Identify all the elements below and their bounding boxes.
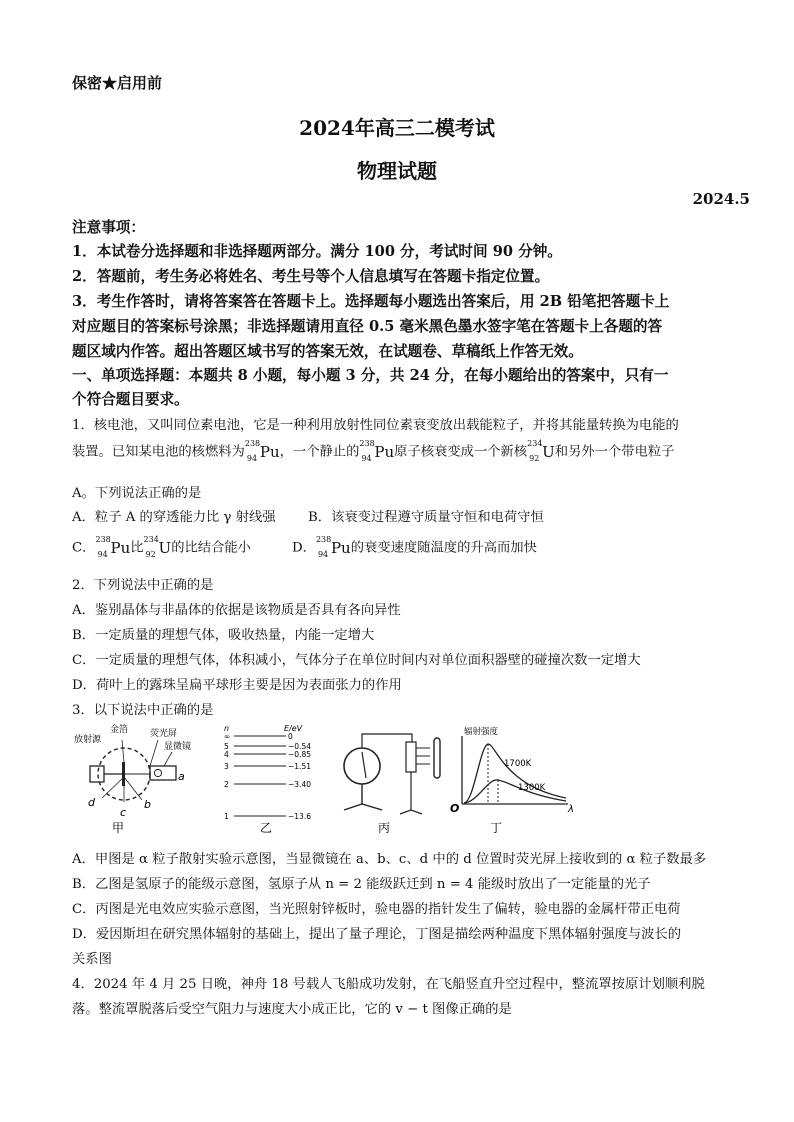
q1-line3: A。下列说法正确的是 — [72, 486, 202, 501]
caption-ding: 丁 — [490, 821, 503, 834]
q3-stem: 3．以下说法中正确的是 — [72, 703, 214, 718]
energy-level-n: 3 — [224, 762, 229, 771]
energy-level-n: 1 — [224, 812, 229, 821]
notice-item: 1．本试卷分选择题和非选择题两部分。满分 100 分，考试时间 90 分钟。 — [72, 243, 562, 260]
figure-energy-levels — [222, 722, 332, 834]
energy-level-e: −0.54 — [288, 742, 311, 751]
label-intensity: 辐射强度 — [464, 727, 499, 737]
subject-title: 物理试题 — [357, 159, 437, 183]
q1-option-d: D． 238 94 Pu的衰变速度随温度的升高而加快 — [292, 535, 537, 559]
q1-line1: 1．核电池，又叫同位素电池，它是一种利用放射性同位素衰变放出载能粒子，并将其能量转换为电能的 — [72, 418, 679, 433]
exam-title: 2024年高三二模考试 — [299, 116, 495, 140]
q4-line1: 4．2024 年 4 月 25 日晚，神舟 18 号载人飞船成功发射，在飞船竖直升空过程中，整流罩按原计划顺利脱 — [72, 977, 705, 992]
q3-option-b: B．乙图是氢原子的能级示意图，氢原子从 n = 2 能级跃迁到 n = 4 能级时放出了一定能量的光子 — [72, 877, 651, 892]
q3-option-d-cont: 关系图 — [72, 952, 112, 967]
q1-option-c: C． 238 94 Pu比 234 92 U的比结合能小 — [72, 535, 251, 559]
label-a: a — [178, 770, 185, 783]
label-foil: 金箔 — [110, 725, 129, 735]
label-lambda: λ — [568, 804, 574, 815]
energy-level-n: 5 — [224, 742, 229, 751]
exam-date: 2024.5 — [692, 190, 750, 208]
q1-option-a: A．粒子 A 的穿透能力比 γ 射线强 — [72, 510, 276, 525]
energy-level-e: 0 — [288, 732, 293, 741]
label-1300k: 1300K — [518, 783, 546, 793]
energy-level-e: −0.85 — [288, 750, 311, 759]
figure-alpha-scattering — [72, 722, 202, 834]
q3-option-a: A．甲图是 α 粒子散射实验示意图，当显微镜在 a、b、c、d 中的 d 位置时荧光屏上接收到的 α 粒子数最多 — [72, 852, 707, 867]
q2-option-d: D．荷叶上的露珠呈扁平球形主要是因为表面张力的作用 — [72, 678, 402, 693]
section-heading: 一、单项选择题：本题共 8 小题，每小题 3 分，共 24 分，在每小题给出的答案中，只有一 — [72, 367, 669, 384]
caption-bing: 丙 — [378, 821, 391, 834]
label-d: d — [88, 796, 95, 809]
q1-option-b: B．该衰变过程遵守质量守恒和电荷守恒 — [308, 510, 544, 525]
q3-option-d: D．爱因斯坦在研究黑体辐射的基础上，提出了量子理论，丁图是描绘两种温度下黑体辐射强度与波长的 — [72, 927, 682, 942]
label-scope: 显微镜 — [164, 742, 192, 752]
q2-option-a: A．鉴别晶体与非晶体的依据是该物质是否具有各向异性 — [72, 603, 401, 618]
q1-line2: 装置。已知某电池的核燃料为 238 94 Pu，一个静止的 238 94 Pu原子核衰变成一个新核 234 92 U和另外一个带电粒子 — [72, 439, 675, 463]
notice-item: 2．答题前，考生务必将姓名、考生号等个人信息填写在答题卡指定位置。 — [72, 268, 550, 285]
energy-level-n: 2 — [224, 780, 229, 789]
q4-line2: 落。整流罩脱落后受空气阻力与速度大小成正比，它的 v − t 图像正确的是 — [72, 1002, 512, 1017]
label-b: b — [144, 798, 151, 811]
notice-heading: 注意事项： — [72, 219, 145, 236]
energy-level-n: 4 — [224, 750, 229, 759]
confidential-mark: 保密★启用前 — [72, 74, 163, 92]
q2-stem: 2．下列说法中正确的是 — [72, 578, 214, 593]
q3-option-c: C．丙图是光电效应实验示意图，当光照射锌板时，验电器的指针发生了偏转，验电器的金属杆带正电荷 — [72, 902, 681, 917]
energy-level-n: ∞ — [224, 732, 231, 741]
label-e: E/eV — [284, 724, 303, 733]
label-screen: 荧光屏 — [150, 729, 178, 739]
energy-level-e: −13.6 — [288, 812, 311, 821]
pu-nuclide: 238 94 — [244, 439, 261, 463]
label-1700k: 1700K — [504, 759, 532, 769]
section-heading-cont: 个符合题目要求。 — [72, 391, 189, 408]
u-nuclide: 234 92 — [527, 439, 543, 463]
figure-blackbody — [448, 722, 578, 834]
q2-option-c: C．一定质量的理想气体，体积减小，气体分子在单位时间内对单位面积器壁的碰撞次数一定增大 — [72, 653, 641, 668]
notice-item: 对应题目的答案标号涂黑；非选择题请用直径 0.5 毫米黑色墨水签字笔在答题卡上各题的答 — [72, 318, 663, 335]
energy-level-e: −3.40 — [288, 780, 311, 789]
label-source: 放射源 — [74, 735, 102, 745]
pu-nuclide: 238 94 — [359, 439, 375, 463]
caption-yi: 乙 — [260, 821, 273, 834]
q2-option-b: B．一定质量的理想气体，吸收热量，内能一定增大 — [72, 628, 375, 643]
notice-item: 3．考生作答时，请将答案答在答题卡上。选择题每小题选出答案后，用 2B 铅笔把答题卡上 — [72, 293, 670, 310]
notice-item: 题区域内作答。超出答题区域书写的答案无效，在试题卷、草稿纸上作答无效。 — [72, 343, 583, 360]
label-origin: O — [450, 802, 460, 815]
figure-photoelectric — [330, 722, 450, 834]
label-c: c — [120, 806, 127, 819]
label-n: n — [224, 724, 230, 733]
energy-level-e: −1.51 — [288, 762, 311, 771]
caption-jia: 甲 — [112, 821, 125, 834]
